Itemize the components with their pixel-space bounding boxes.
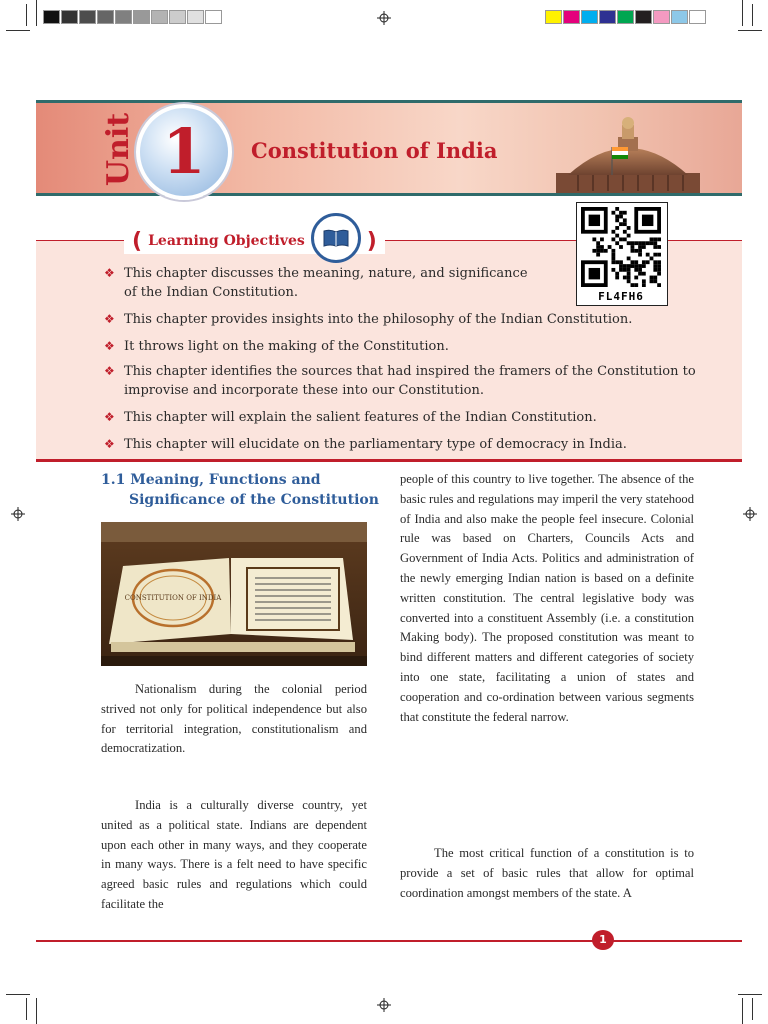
diamond-bullet-icon: ❖ bbox=[104, 410, 115, 424]
diamond-bullet-icon: ❖ bbox=[104, 312, 115, 326]
crop-mark bbox=[752, 998, 753, 1020]
gray-color-bar bbox=[43, 10, 223, 24]
right-column-paragraph-1: people of this country to live together. The absence of the basic rules and regulations may imperil the very statehood of India and also make the people feel insecure. Colonial rule was based on Charters, Councils Acts and Government of India Acts. Politics and administration of the newly emerging Indian nation is based on a definite written constitution. The central legislative body was converted into a constituent Assembly (i.e. a constitution Making body). The proposed constitution was meant to bind different matters and different categories of society into one state, facilitating a union of states and cooperation and co-ordination between various segments that constitute the federal narrow. bbox=[400, 472, 694, 724]
gray-swatch bbox=[205, 10, 222, 24]
bracket-right-icon: ) bbox=[366, 228, 377, 254]
left-column-paragraph-2: India is a culturally diverse country, yet united as a political state. Indians are dependent upon each other in many ways, and they cooperate in many ways. There is a felt need to have specific agreed basic rules and regulations which could facilitate the bbox=[101, 798, 367, 911]
qr-code-label: FL4FH6 bbox=[598, 290, 644, 303]
crop-mark bbox=[36, 0, 37, 26]
gray-swatch bbox=[115, 10, 132, 24]
gray-swatch bbox=[79, 10, 96, 24]
crop-mark bbox=[36, 998, 37, 1024]
objective-text: This chapter discusses the meaning, nature, and significance bbox=[124, 266, 528, 281]
registration-mark-icon bbox=[377, 11, 391, 25]
learning-objectives-bottom-rule bbox=[36, 459, 742, 462]
section-heading-line2: Significance of the Constitution bbox=[129, 492, 379, 508]
objective-item bbox=[104, 362, 696, 400]
right-column-paragraph-2: The most critical function of a constitution is to provide a set of basic rules that allow for optimal coordination amongst members of the state. A bbox=[400, 846, 694, 900]
color-swatch-bar bbox=[545, 10, 725, 24]
color-swatch bbox=[563, 10, 580, 24]
objective-item bbox=[104, 337, 449, 356]
gray-swatch bbox=[43, 10, 60, 24]
footer-rule bbox=[36, 940, 742, 942]
gray-swatch bbox=[169, 10, 186, 24]
unit-number: 1 bbox=[162, 115, 206, 188]
section-heading-line1: 1.1 Meaning, Functions and bbox=[101, 472, 321, 488]
crop-mark bbox=[742, 0, 743, 26]
gray-swatch bbox=[187, 10, 204, 24]
diamond-bullet-icon: ❖ bbox=[104, 339, 115, 353]
diamond-bullet-icon: ❖ bbox=[104, 437, 115, 451]
objective-item bbox=[104, 310, 632, 329]
crop-mark bbox=[742, 998, 743, 1024]
gray-swatch bbox=[151, 10, 168, 24]
registration-mark-icon bbox=[743, 507, 757, 521]
qr-code-icon bbox=[581, 207, 661, 287]
objective-text: of the Indian Constitution. bbox=[124, 285, 298, 300]
crop-mark bbox=[752, 4, 753, 26]
objective-text: It throws light on the making of the Constitution. bbox=[124, 339, 449, 354]
crop-mark bbox=[738, 994, 762, 995]
registration-mark-icon bbox=[377, 998, 391, 1012]
diamond-bullet-icon: ❖ bbox=[104, 364, 115, 378]
left-column-paragraph-1: Nationalism during the colonial period strived not only for political independence but also for territorial integration, constitutionalism and democratization. bbox=[101, 682, 367, 756]
gray-swatch bbox=[133, 10, 150, 24]
book-badge bbox=[311, 213, 361, 263]
page-number: 1 bbox=[592, 930, 614, 950]
learning-objectives-title: Learning Objectives bbox=[148, 233, 305, 249]
objective-item bbox=[104, 264, 528, 302]
bracket-left-icon: ( bbox=[132, 228, 143, 254]
gray-swatch bbox=[61, 10, 78, 24]
open-book-icon bbox=[322, 228, 350, 248]
learning-objectives-header bbox=[124, 228, 385, 254]
objective-text: This chapter identifies the sources that had inspired the framers of the Constitution to bbox=[124, 364, 696, 379]
crop-mark bbox=[26, 4, 27, 26]
color-swatch bbox=[581, 10, 598, 24]
objective-item bbox=[104, 435, 627, 454]
diamond-bullet-icon: ❖ bbox=[104, 266, 115, 280]
photo-book-title: CONSTITUTION OF INDIA bbox=[124, 594, 222, 602]
objective-text: This chapter will elucidate on the parliamentary type of democracy in India. bbox=[124, 437, 627, 452]
objective-text: This chapter will explain the salient features of the Indian Constitution. bbox=[124, 410, 597, 425]
crop-mark bbox=[738, 30, 762, 31]
objective-text: This chapter provides insights into the philosophy of the Indian Constitution. bbox=[124, 312, 633, 327]
crop-mark bbox=[6, 994, 30, 995]
registration-mark-icon bbox=[11, 507, 25, 521]
crop-mark bbox=[6, 30, 30, 31]
color-swatch bbox=[617, 10, 634, 24]
color-swatch bbox=[653, 10, 670, 24]
crop-mark bbox=[26, 998, 27, 1020]
color-swatch bbox=[689, 10, 706, 24]
section-heading bbox=[101, 470, 381, 510]
color-swatch bbox=[671, 10, 688, 24]
gray-swatch bbox=[97, 10, 114, 24]
color-swatch bbox=[545, 10, 562, 24]
chapter-title: Constitution of India bbox=[251, 138, 498, 163]
constitution-book-photo bbox=[101, 522, 367, 666]
unit-label: Unit bbox=[101, 112, 137, 187]
parliament-dome-image bbox=[548, 103, 708, 193]
objective-item bbox=[104, 408, 597, 427]
objective-text: improvise and incorporate these into our Constitution. bbox=[124, 383, 484, 398]
color-swatch bbox=[635, 10, 652, 24]
color-swatch bbox=[599, 10, 616, 24]
